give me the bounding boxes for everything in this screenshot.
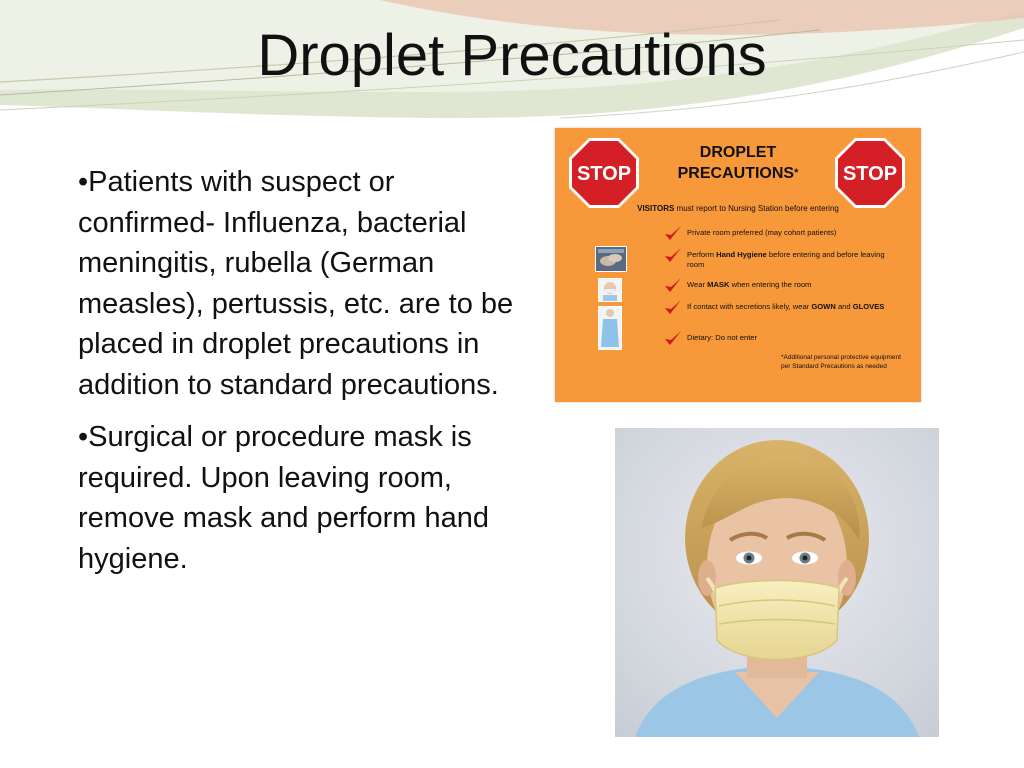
precaution-text: Dietary: Do not enter	[687, 333, 758, 342]
footnote: *Additional personal protective equipment per Standard Precautions as needed	[781, 354, 901, 370]
masked-person-image	[598, 278, 622, 302]
precaution-item	[663, 250, 902, 270]
checkmark-icon	[663, 329, 683, 347]
precaution-item	[663, 228, 887, 238]
precaution-text: when entering the room	[729, 280, 812, 289]
bullet-list	[78, 162, 518, 591]
precaution-bold: GOWN	[811, 302, 836, 311]
checkmark-icon	[663, 298, 683, 316]
visitors-notice	[555, 204, 921, 213]
bullet-item: •Patients with suspect or confirmed- Influenza, bacterial meningitis, rubella (German measles), pertussis, etc. are to be placed in droplet precautions in addition to standard precautions.	[78, 166, 514, 401]
precaution-text: before entering and before leaving room	[687, 250, 885, 269]
stop-text: STOP	[842, 163, 898, 185]
hand-washing-image	[595, 246, 627, 272]
masked-woman-photo	[615, 428, 939, 737]
droplet-precautions-sign	[555, 128, 921, 402]
precaution-text: Perform	[687, 250, 717, 259]
precaution-text: Private room preferred (may cohort patients)	[687, 228, 837, 237]
sign-title-line1: DROPLET	[699, 144, 777, 161]
stop-text: STOP	[576, 163, 632, 185]
precaution-bold: GLOVES	[852, 302, 885, 311]
precaution-bold: MASK	[707, 280, 730, 289]
slide-title: Droplet Precautions	[257, 23, 767, 88]
sign-title-line2: PRECAUTIONS	[677, 165, 795, 182]
precaution-item	[663, 280, 902, 290]
precaution-item	[663, 333, 887, 343]
bullet-item: •Surgical or procedure mask is required. Upon leaving room, remove mask and perform hand hygiene.	[78, 421, 490, 575]
gown-person-image	[598, 306, 622, 350]
precaution-text: If contact with secretions likely, wear	[687, 302, 812, 311]
precaution-text: and	[835, 302, 853, 311]
checkmark-icon	[663, 246, 683, 264]
checkmark-icon	[663, 276, 683, 294]
precaution-item	[663, 302, 902, 312]
sign-title-star: *	[794, 167, 799, 179]
checkmark-icon	[663, 224, 683, 242]
visitors-text: must report to Nursing Station before entering	[674, 204, 839, 213]
stop-sign-icon	[833, 136, 907, 210]
precaution-text: Wear	[687, 280, 708, 289]
stop-sign-icon	[567, 136, 641, 210]
precaution-bold: Hand Hygiene	[716, 250, 767, 259]
sign-title	[645, 142, 831, 184]
visitors-label: VISITORS	[637, 204, 675, 213]
